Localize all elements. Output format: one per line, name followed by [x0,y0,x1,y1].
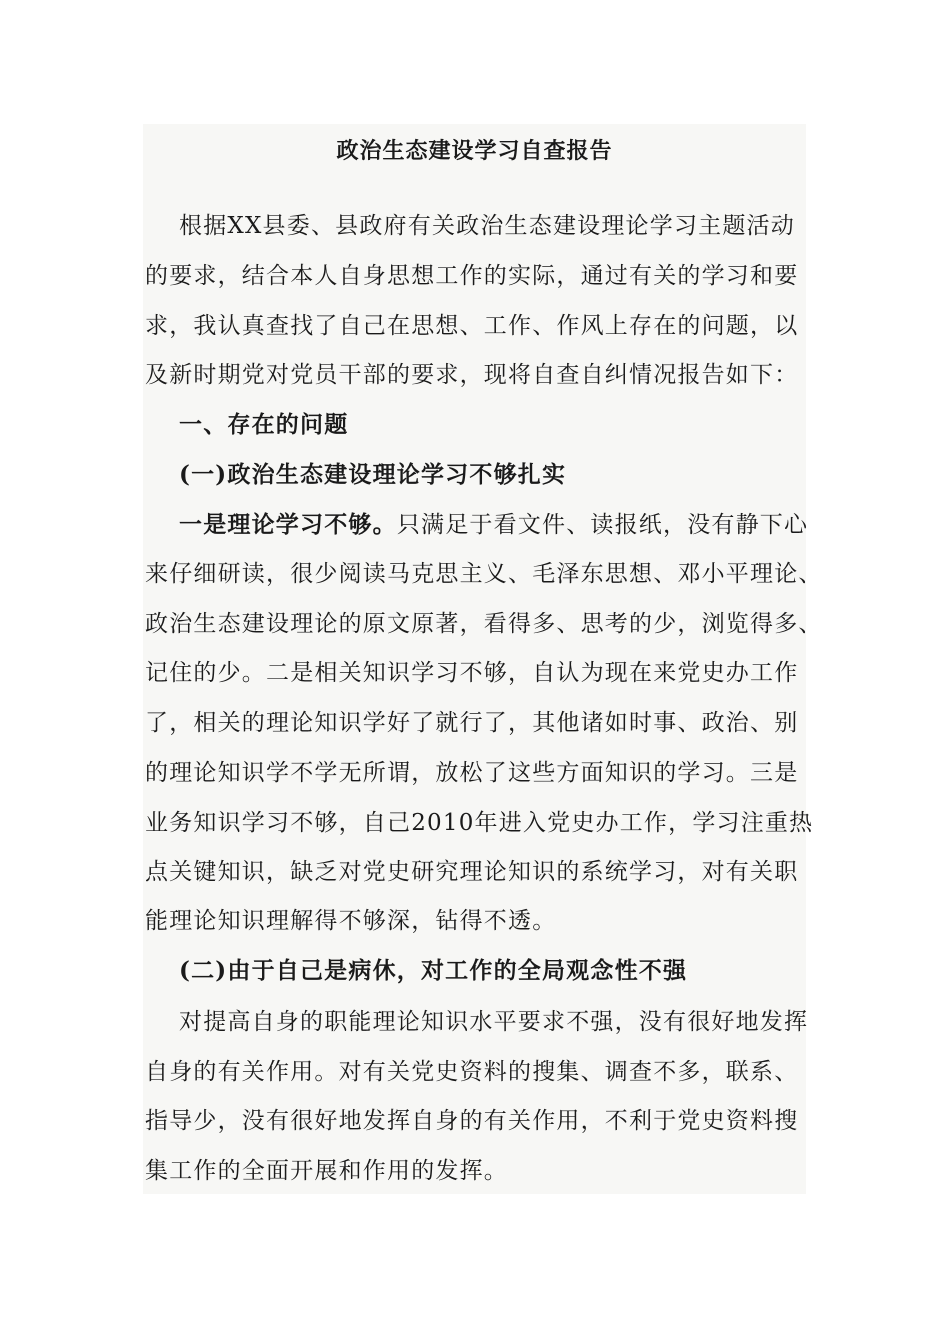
document-title: 政治生态建设学习自查报告 [336,138,613,164]
paragraph-lead-line [179,508,808,542]
paragraph-lead-rest: 只满足于看文件、读报纸，没有静下心 [396,512,809,538]
body-line: 对提高自身的职能理论知识水平要求不强，没有很好地发挥 [179,1009,809,1035]
body-line: 政治生态建设理论的原文原著，看得多、思考的少，浏览得多、 [145,611,823,637]
subsection-heading: (一)政治生态建设理论学习不够扎实 [179,461,567,488]
body-line: 自身的有关作用。对有关党史资料的搜集、调查不多，联系、 [145,1059,799,1085]
body-line: 了，相关的理论知识学好了就行了，其他诸如时事、政治、别 [145,710,799,736]
subsection-heading: (二)由于自己是病休，对工作的全局观念性不强 [179,957,688,984]
body-line: 点关键知识，缺乏对党史研究理论知识的系统学习，对有关职 [145,859,799,885]
intro-line: 根据XX县委、县政府有关政治生态建设理论学习主题活动 [179,213,795,239]
intro-line: 的要求，结合本人自身思想工作的实际，通过有关的学习和要 [145,263,799,289]
body-line: 业务知识学习不够，自己2010年进入党史办工作，学习注重热 [145,810,814,836]
body-line: 集工作的全面开展和作用的发挥。 [145,1158,508,1184]
intro-line: 及新时期党对党员干部的要求，现将自查自纠情况报告如下： [145,362,799,388]
body-line: 记住的少。二是相关知识学习不够，自认为现在来党史办工作 [145,660,799,686]
body-line: 指导少，没有很好地发挥自身的有关作用，不利于党史资料搜 [145,1108,799,1134]
body-line: 来仔细研读，很少阅读马克思主义、毛泽东思想、邓小平理论、 [145,561,823,587]
body-line: 能理论知识理解得不够深，钻得不透。 [145,908,557,934]
body-line: 的理论知识学不学无所谓，放松了这些方面知识的学习。三是 [145,760,799,786]
paragraph-lead-bold: 一是理论学习不够。 [179,511,397,538]
section-heading: 一、存在的问题 [179,411,349,438]
intro-line: 求，我认真查找了自己在思想、工作、作风上存在的问题，以 [145,313,799,339]
